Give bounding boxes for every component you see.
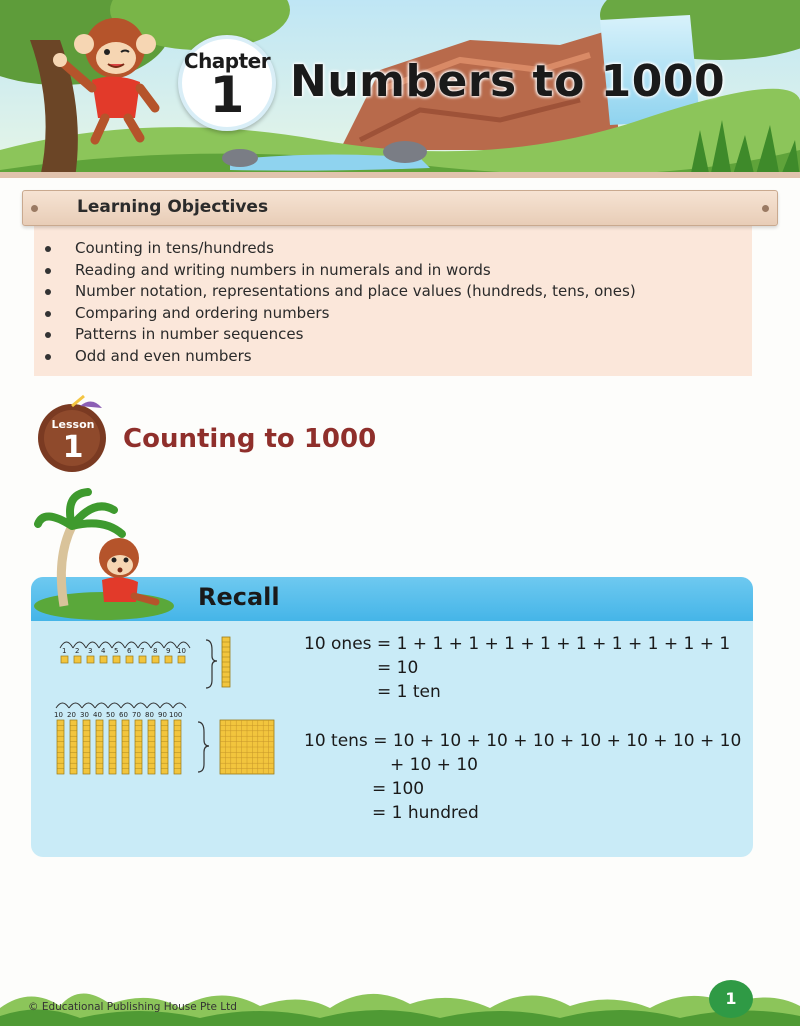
chapter-number: 1 [209,66,245,124]
lesson-word: Lesson [51,418,95,431]
tens-equation-line: = 1 hundred [372,803,479,823]
chapter-badge [178,35,276,131]
list-item [42,346,636,368]
monkey-palm-tree-icon [34,488,184,623]
nail-icon [31,205,38,212]
list-item [42,303,636,325]
list-item [42,260,636,282]
tick-label: 1 [62,647,67,655]
list-item [42,238,636,260]
tick-label: 10 [54,711,63,719]
chapter-word: Chapter [183,49,271,73]
tick-label: 10 [177,647,186,655]
tick-label: 80 [145,711,154,719]
tick-label: 100 [169,711,183,719]
list-item [42,281,636,303]
count-arc [56,703,69,708]
ones-number-line [52,634,252,692]
count-arc [147,703,160,708]
tens-equation-line: + 10 + 10 [390,755,478,775]
ones-equation-line: = 1 ten [377,682,441,702]
tens-tick-labels [52,711,212,723]
lesson-title: Counting to 1000 [123,424,377,454]
lesson-number: 1 [62,430,84,465]
chapter-title: Numbers to 1000 [290,56,726,107]
bullet-icon [45,311,51,317]
bullet-icon [45,354,51,360]
objective-text: Number notation, representations and place values (hundreds, tens, ones) [75,282,636,300]
tick-label: 60 [119,711,128,719]
tick-label: 4 [101,647,106,655]
hundred-flat [220,720,274,774]
ones-tick-labels [52,647,212,659]
count-arc [69,703,82,708]
copyright-text: © Educational Publishing House Pte Ltd [28,1001,237,1013]
recall-label: Recall [198,583,280,611]
count-arc [95,703,108,708]
bullet-icon [45,289,51,295]
count-arc [108,703,121,708]
bullet-icon [45,268,51,274]
objectives-list [42,238,636,367]
tick-label: 8 [153,647,158,655]
nail-icon [762,205,769,212]
objectives-title: Learning Objectives [77,197,269,217]
ones-equation-line: = 10 [377,658,419,678]
bullet-icon [45,332,51,338]
objective-text: Odd and even numbers [75,346,252,365]
objective-text: Counting in tens/hundreds [75,239,274,257]
tick-label: 90 [158,711,167,719]
tens-equation-line: = 100 [372,779,425,799]
count-arc [82,703,95,708]
objectives-header-plank [22,190,778,226]
objective-text: Reading and writing numbers in numerals and in words [75,260,491,279]
tick-label: 50 [106,711,115,719]
tens-equation-line: 10 tens = 10 + 10 + 10 + 10 + 10 + 10 + 10 + 10 [304,731,742,751]
tick-label: 30 [80,711,89,719]
count-arc [173,703,186,708]
objective-text: Patterns in number sequences [75,325,304,343]
tick-label: 40 [93,711,102,719]
tens-rods [57,720,181,774]
tick-label: 20 [67,711,76,719]
tick-label: 3 [88,647,93,655]
tick-label: 2 [75,647,80,655]
footer-plants-illustration [0,972,800,1026]
count-arc [121,703,134,708]
chapter-banner [0,0,800,178]
objective-text: Comparing and ordering numbers [75,303,330,322]
list-item [42,324,636,346]
tick-label: 9 [166,647,171,655]
tick-label: 70 [132,711,141,719]
tick-label: 6 [127,647,132,655]
tick-label: 7 [140,647,145,655]
bullet-icon [45,246,51,252]
page-number-badge: 1 [709,980,753,1018]
count-arc [134,703,147,708]
ones-equation-line: 10 ones = 1 + 1 + 1 + 1 + 1 + 1 + 1 + 1 + 1 + 1 [304,634,731,654]
count-arc [160,703,173,708]
tick-label: 5 [114,647,119,655]
